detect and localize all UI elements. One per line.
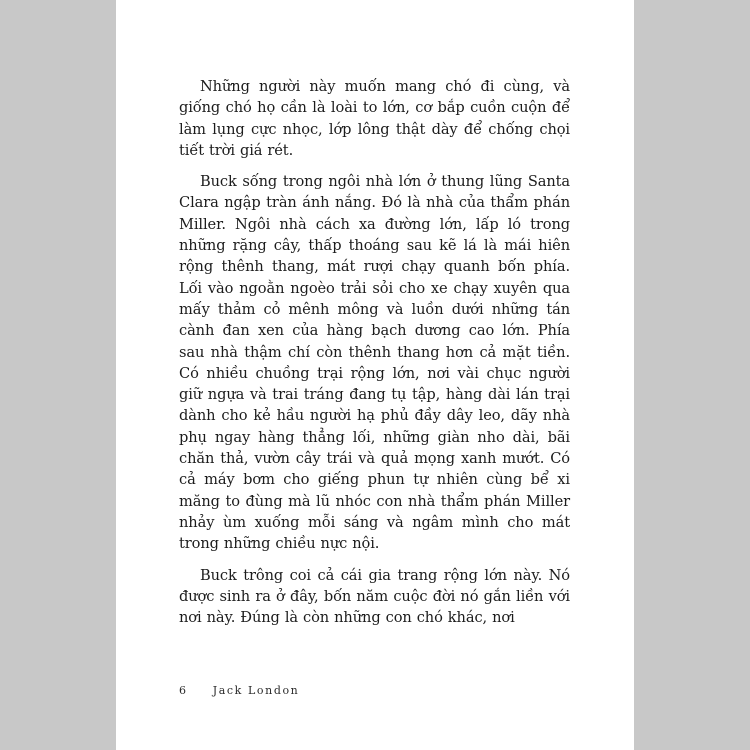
paragraph-1: Những người này muốn mang chó đi cùng, và giống chó họ cần là loài to lớn, cơ bắp cuồn cuộn để làm lụng cực nhọc, lớp lông thật dày để chống chọi tiết trời giá rét.: [179, 78, 570, 159]
body-text: [179, 76, 570, 638]
running-author: Jack London: [212, 684, 300, 697]
paragraph-3: Buck trông coi cả cái gia trang rộng lớn này. Nó được sinh ra ở đây, bốn năm cuộc đời nó gắn liền với nơi này. Đúng là còn những con chó khác, nơi: [179, 566, 570, 627]
book-page: [116, 0, 634, 750]
page-number: 6: [179, 684, 188, 697]
paragraph-2: Buck sống trong ngôi nhà lớn ở thung lũng Santa Clara ngập tràn ánh nắng. Đó là nhà của thẩm phán Miller. Ngôi nhà cách xa đường lớn, lấp ló trong những rặng cây, thấp thoáng sau kẽ lá là mái hiên rộng thênh thang, mát rượi chạy quanh bốn phía. Lối vào ngoằn ngoèo trải sỏi cho xe chạy xuyên qua mấy thảm cỏ mênh mông và luồn dưới những tán cành đan xen của hàng bạch dương cao lớn. Phía sau nhà thậm chí còn thênh thang hơn cả mặt tiền. Có nhiều chuồng trại rộng lớn, nơi vài chục người giữ ngựa và trai tráng đang tụ tập, hàng dài lán trại dành cho kẻ hầu người hạ phủ đầy dây leo, dãy nhà phụ ngay hàng thẳng lối, những giàn nho dài, bãi chăn thả, vườn cây trái và quả mọng xanh mướt. Có cả máy bơm cho giếng phun tự nhiên cùng bể xi măng to đùng mà lũ nhóc con nhà thẩm phán Miller nhảy ùm xuống mỗi sáng và ngâm mình cho mát trong những chiều nực nội.: [179, 173, 570, 553]
page-footer: [179, 684, 299, 697]
